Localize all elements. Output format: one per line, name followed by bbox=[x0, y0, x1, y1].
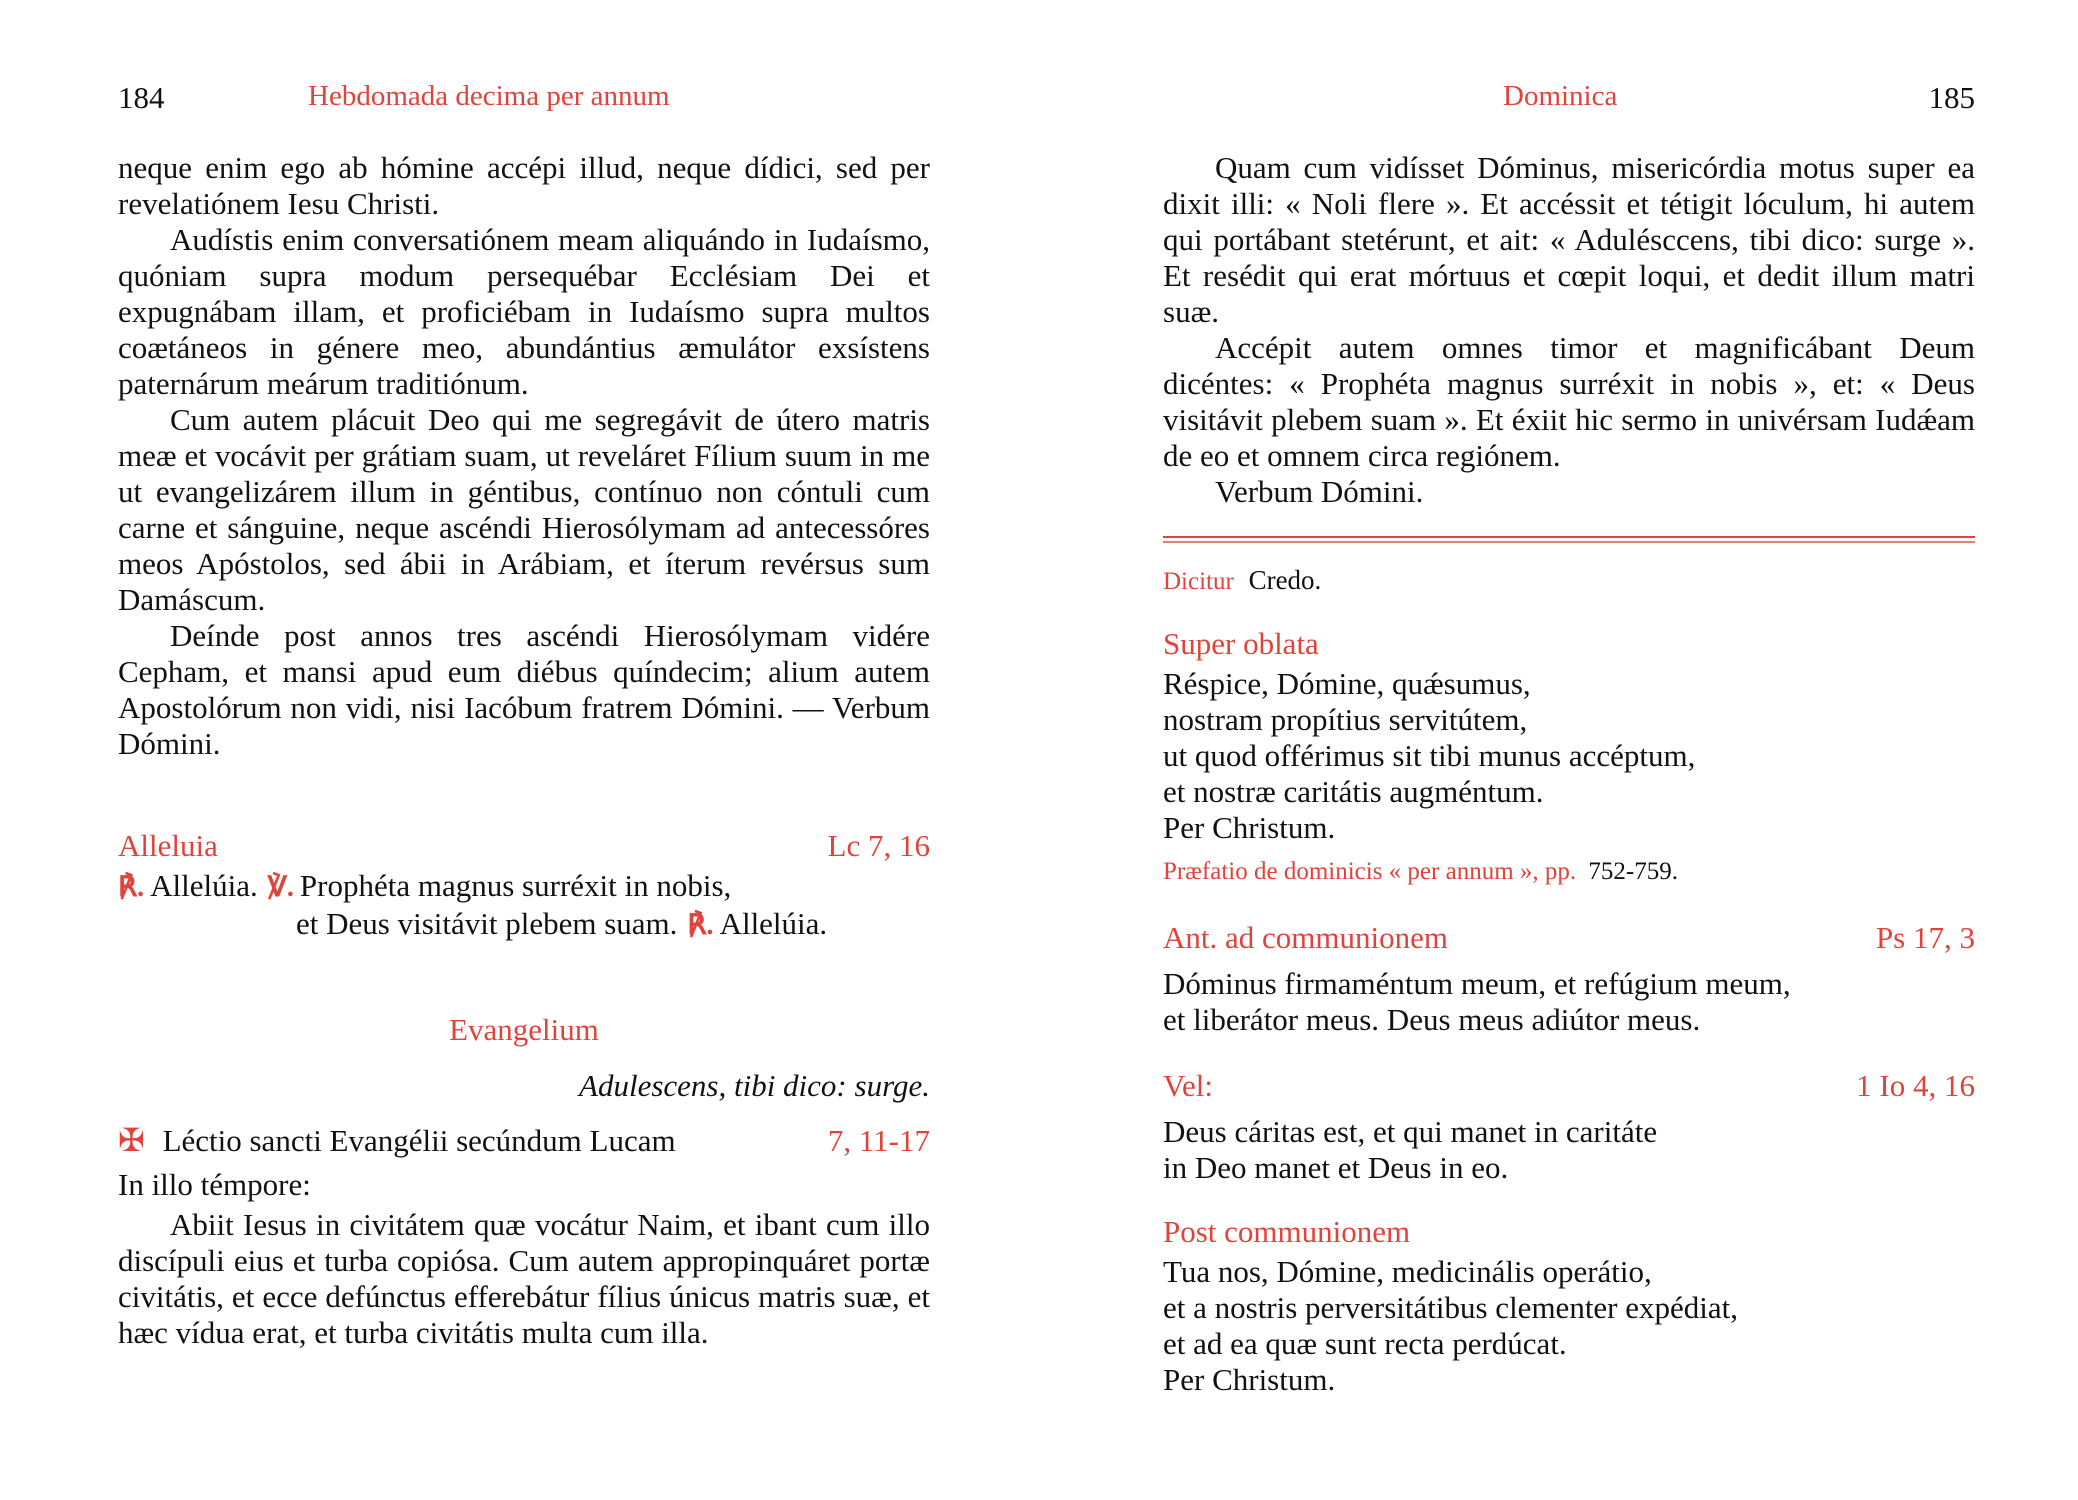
versicle-line-1: Prophéta magnus surréxit in nobis, bbox=[299, 868, 732, 903]
praefatio-line bbox=[1163, 854, 1975, 890]
lectio-ref: 7, 11-17 bbox=[827, 1123, 930, 1158]
lectio-line bbox=[118, 1122, 930, 1159]
prayer-line: Per Christum. bbox=[1163, 1362, 1336, 1397]
gospel-motto: Adulescens, tibi dico: surge. bbox=[579, 1068, 930, 1103]
epistle-text bbox=[118, 150, 930, 762]
response-end: Allelúia. bbox=[719, 906, 828, 941]
antiphon-line: Dóminus firmaméntum meum, et refúgium meum, bbox=[1163, 966, 1791, 1001]
prayer-line: Réspice, Dómine, quǽsumus, bbox=[1163, 666, 1531, 701]
verbum-domini: Verbum Dómini. bbox=[1215, 474, 1424, 509]
vel-title: Vel: bbox=[1163, 1068, 1213, 1103]
super-oblata-title: Super oblata bbox=[1163, 626, 1319, 661]
response-symbol: ℟. bbox=[118, 872, 145, 903]
epistle-paragraph: Cum autem plácuit Deo qui me segregávit de útero matris meæ et vocávit per grátiam suam, ut reveláret Fílium suum in me ut evangelizárem illum in géntibus, contínuo non cóntuli cum carne et sánguine, neque ascéndi Hierosólymam ad antecessóres meos Apóstolos, sed ábii in Arábiam, et íterum revérsus sum Damáscum. bbox=[118, 402, 930, 617]
prayer-line: et nostræ caritátis augméntum. bbox=[1163, 774, 1544, 809]
praefatio-pages: 752-759. bbox=[1588, 858, 1678, 885]
left-page bbox=[118, 0, 930, 1500]
ant-communionem-header bbox=[1163, 920, 1975, 956]
prayer-line: Per Christum. bbox=[1163, 810, 1336, 845]
post-communionem-title: Post communionem bbox=[1163, 1214, 1411, 1249]
gospel-title: Evangelium bbox=[449, 1012, 599, 1047]
epistle-paragraph: neque enim ego ab hómine accépi illud, neque dídici, sed per revelatiónem Iesu Christi. bbox=[118, 150, 930, 221]
dicitur-line bbox=[1163, 562, 1975, 600]
prayer-line: et ad ea quæ sunt recta perdúcat. bbox=[1163, 1326, 1567, 1361]
gospel-section bbox=[118, 1012, 930, 1351]
antiphon-line: in Deo manet et Deus in eo. bbox=[1163, 1150, 1509, 1185]
alleluia-ref: Lc 7, 16 bbox=[827, 828, 930, 863]
page-number-left: 184 bbox=[118, 80, 165, 115]
post-communionem-section bbox=[1163, 1214, 1975, 1398]
running-title-right: Dominica bbox=[1503, 80, 1618, 112]
dicitur-label: Dicitur bbox=[1163, 568, 1234, 595]
gospel-paragraph: Abiit Iesus in civitátem quæ vocátur Naim, et ibant cum illo discípuli eius et turba copiósa. Cum autem appropinquáret portæ civitátis, et ecce defúnctus efferebátur fílius únicus matris suæ, et hæc vídua erat, et turba civitátis multa cum illa. bbox=[118, 1207, 930, 1350]
alleluia-line-1 bbox=[118, 868, 930, 906]
prayer-line: ut quod offérimus sit tibi munus accéptum, bbox=[1163, 738, 1696, 773]
ant-communionem-section bbox=[1163, 920, 1975, 1038]
dicitur-text: Credo. bbox=[1248, 565, 1322, 595]
response-symbol: ℟. bbox=[687, 910, 714, 941]
prayer-line: nostram propítius servitútem, bbox=[1163, 702, 1528, 737]
cross-icon: ✠ bbox=[118, 1122, 145, 1158]
versicle-symbol: ℣. bbox=[267, 872, 294, 903]
epistle-paragraph: Audístis enim conversatiónem meam aliquándo in Iudaísmo, quóniam supra modum persequébar Ecclésiam Dei et expugnábam illam, et proficiébam in Iudaísmo supra multos coætáneos in génere meo, abundántius æmulátor exsístens paternárum meárum traditiónum. bbox=[118, 222, 930, 401]
vel-section bbox=[1163, 1068, 1975, 1186]
running-title-left: Hebdomada decima per annum bbox=[308, 80, 670, 112]
left-running-head bbox=[118, 80, 930, 124]
lectio-text: Léctio sancti Evangélii secúndum Lucam bbox=[162, 1123, 676, 1158]
alleluia-section bbox=[118, 828, 930, 944]
vel-header bbox=[1163, 1068, 1975, 1104]
versicle-line-2: et Deus visitávit plebem suam. bbox=[296, 906, 678, 941]
ant-communionem-ref: Ps 17, 3 bbox=[1875, 920, 1975, 955]
ant-communionem-title: Ant. ad communionem bbox=[1163, 920, 1448, 955]
gospel-intro: In illo témpore: bbox=[118, 1167, 311, 1202]
section-divider bbox=[1163, 536, 1975, 544]
praefatio-text: Præfatio de dominicis « per annum », pp. bbox=[1163, 858, 1577, 885]
epistle-paragraph: Deínde post annos tres ascéndi Hierosólymam vidére Cepham, et mansi apud eum diébus quíndecim; alium autem Apostolórum non vidi, nisi Iacóbum fratrem Dómini. — Verbum Dómini. bbox=[118, 618, 930, 761]
gospel-paragraph: Accépit autem omnes timor et magnificábant Deum dicéntes: « Prophéta magnus surréxit in nobis », et: « Deus visitávit plebem suam ». Et éxiit hic sermo in univérsam Iudǽam de eo et omnem circa regiónem. bbox=[1163, 330, 1975, 473]
gospel-paragraph: Quam cum vidísset Dóminus, misericórdia motus super ea dixit illi: « Noli flere ». Et accéssit et tétigit lóculum, hi autem qui portábant stetérunt, et ait: « Adulésccens, tibi dico: surge ». Et resédit qui erat mórtuus et cœpit loqui, et dedit illum matri suæ. bbox=[1163, 150, 1975, 329]
right-running-head bbox=[1163, 80, 1975, 124]
prayer-line: Tua nos, Dómine, medicinális operátio, bbox=[1163, 1254, 1652, 1289]
response-text: Allelúia. bbox=[150, 868, 258, 903]
gospel-continuation bbox=[1163, 150, 1975, 510]
right-page bbox=[1163, 0, 1975, 1500]
antiphon-line: Deus cáritas est, et qui manet in caritáte bbox=[1163, 1114, 1658, 1149]
prayer-line: et a nostris perversitátibus clementer expédiat, bbox=[1163, 1290, 1739, 1325]
alleluia-title: Alleluia bbox=[118, 828, 218, 863]
antiphon-line: et liberátor meus. Deus meus adiútor meus. bbox=[1163, 1002, 1701, 1037]
vel-ref: 1 Io 4, 16 bbox=[1856, 1068, 1975, 1103]
page-number-right: 185 bbox=[1928, 80, 1975, 115]
super-oblata-section bbox=[1163, 626, 1975, 890]
alleluia-line-2 bbox=[118, 906, 930, 944]
alleluia-header bbox=[118, 828, 930, 864]
